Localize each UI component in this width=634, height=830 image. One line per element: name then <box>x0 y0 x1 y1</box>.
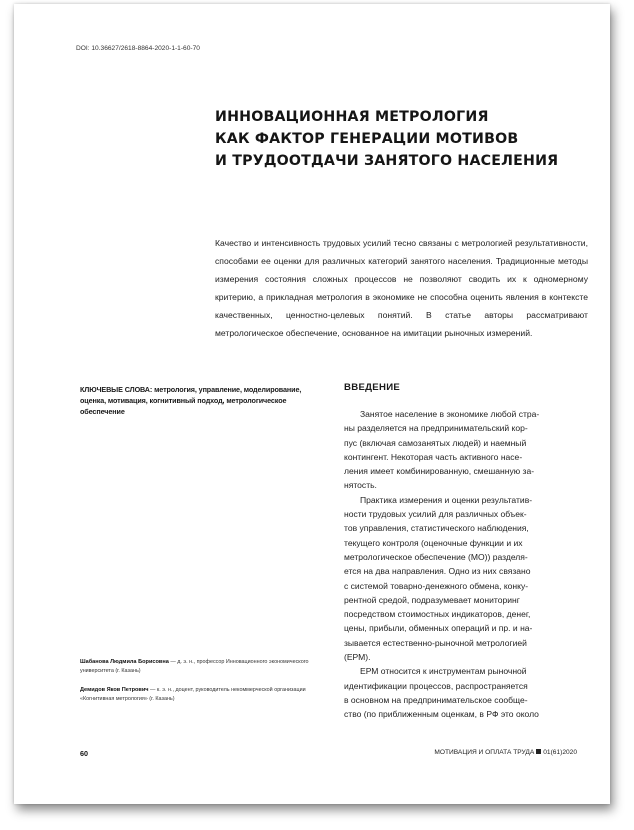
body-line: ления имеет комбинированную, смешанную за- <box>344 466 535 477</box>
body-line: цены, прибыли, обменных операций и пр. и на- <box>344 623 533 634</box>
doi-label: DOI: 10.36627/2618-8864-2020-1-1-60-70 <box>76 45 200 52</box>
author-affiliation: — д. э. н., профессор Инновационного экономического университета (г. Казань) <box>80 659 309 674</box>
body-line: ны разделяется на предпринимательский кор- <box>344 423 528 434</box>
journal-footer <box>434 749 577 756</box>
body-line: текущего контроля (оценочные функции и их <box>344 537 523 548</box>
body-line: Занятое население в экономике любой стра- <box>360 409 540 419</box>
author-info <box>80 658 325 676</box>
body-line: метрологическое обеспечение (МО)) разделя- <box>344 551 528 562</box>
title-line: И ТРУДООТДАЧИ ЗАНЯТОГО НАСЕЛЕНИЯ <box>215 153 559 169</box>
body-line: рентной средой, подразумевает мониторинг <box>344 594 520 605</box>
journal-name: МОТИВАЦИЯ И ОПЛАТА ТРУДА <box>434 749 535 756</box>
author-info <box>80 686 325 704</box>
body-line: ЕРМ относится к инструментам рыночной <box>360 666 527 677</box>
author-affiliation: — к. э. н., доцент, руководитель некоммерческой организации «Когнитивная метрология» (г. Казань) <box>80 687 306 702</box>
body-line: ется на два направления. Одно из них связано <box>344 566 531 577</box>
keywords: КЛЮЧЕВЫЕ СЛОВА: метрология, управление, моделирование, оценка, мотивация, когнитивный подход, метрологическое обеспечение <box>80 385 302 416</box>
body-line: ство (по приближенным оценкам, в РФ это около <box>344 709 539 720</box>
introduction-body <box>344 407 594 722</box>
body-line: контингент. Некоторая часть активного насе- <box>344 451 523 462</box>
body-line: нятость. <box>344 480 377 491</box>
body-line: зывается естественно-рыночной метрологией <box>344 637 527 648</box>
body-line: ности трудовых усилий для различных объек- <box>344 509 527 520</box>
article-title <box>215 106 575 172</box>
square-bullet-icon <box>536 749 541 754</box>
author-name: Демидов Яков Петрович <box>80 687 149 693</box>
journal-issue: 01(61)2020 <box>543 749 577 756</box>
body-line: (ЕРМ). <box>344 652 371 663</box>
body-line: пус (включая самозанятых людей) и наемный <box>344 437 527 448</box>
abstract: Качество и интенсивность трудовых усилий тесно связаны с метрологией результативности, способами ее оценки для различных категорий занятого населения. Традиционные методы измерения состояния сложных процессов не позволяют сводить их к одномерному критерию, а прикладная метрология в экономике не способна оценить явления в контексте качественных, ценностно-целевых понятий. В статье авторы рассматривают метрологическое обеспечение, основанное на имитации рыночных измерений. <box>215 238 588 339</box>
body-line: Практика измерения и оценки результатив- <box>360 494 533 505</box>
body-line: идентификации процессов, распространяется <box>344 680 528 691</box>
body-line: тов управления, статистического наблюдения, <box>344 523 529 534</box>
body-line: с системой товарно-денежного обмена, конку- <box>344 580 529 591</box>
page-number: 60 <box>80 749 88 758</box>
section-heading-introduction: ВВЕДЕНИЕ <box>344 382 401 393</box>
title-line: КАК ФАКТОР ГЕНЕРАЦИИ МОТИВОВ <box>215 131 519 147</box>
body-line: в основном на предпринимательское сообще- <box>344 694 528 705</box>
title-line: ИННОВАЦИОННАЯ МЕТРОЛОГИЯ <box>215 109 489 125</box>
document-page <box>14 4 610 804</box>
author-name: Шабанова Людмила Борисовна <box>80 659 169 665</box>
body-line: посредством стоимостных индикаторов, денег, <box>344 609 531 620</box>
